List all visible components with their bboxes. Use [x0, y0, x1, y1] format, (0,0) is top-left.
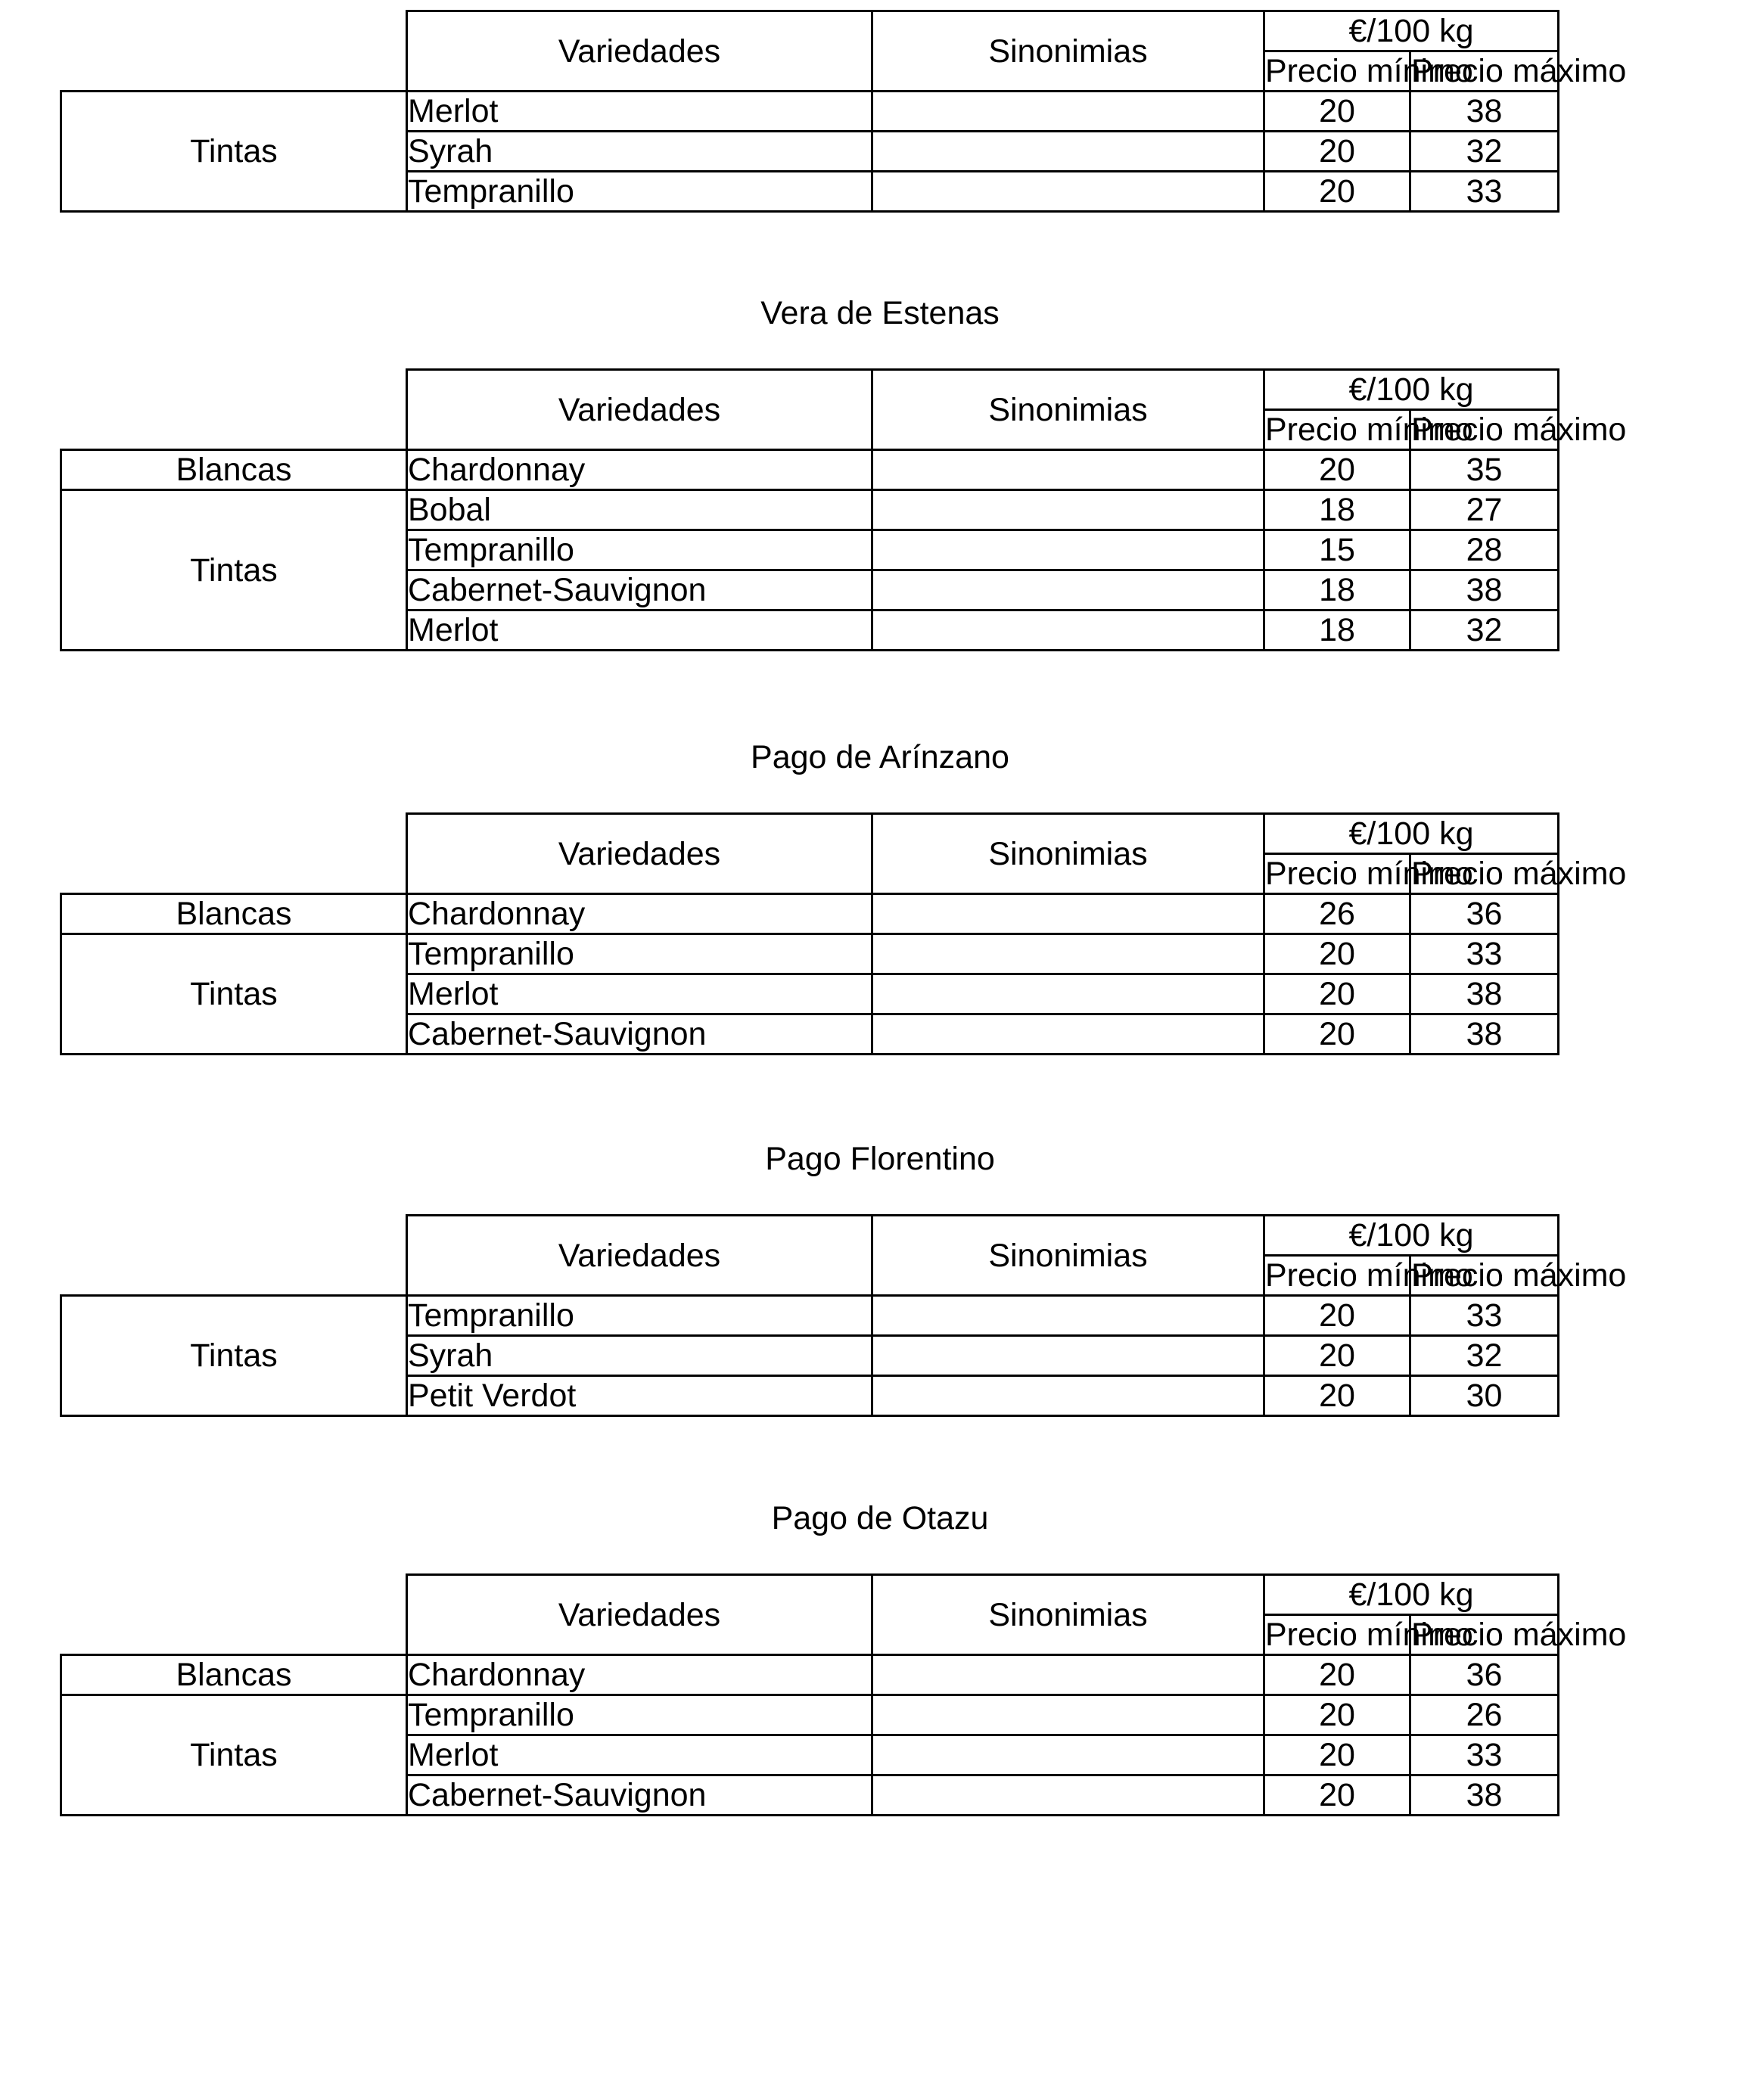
section-title: Pago de Otazu	[771, 1500, 989, 1536]
variety-cell: Cabernet-Sauvignon	[407, 570, 872, 610]
synonyms-cell	[872, 974, 1264, 1014]
max-price-cell: 38	[1410, 570, 1559, 610]
max-price-cell: 30	[1410, 1376, 1559, 1416]
header-min-price: Precio mínimo	[1264, 1615, 1410, 1655]
header-unit: €/100 kg	[1264, 1216, 1559, 1256]
min-price-cell: 20	[1264, 1336, 1410, 1376]
min-price-cell: 20	[1264, 1735, 1410, 1775]
synonyms-cell	[872, 172, 1264, 212]
header-synonyms: Sinonimias	[872, 11, 1264, 92]
variety-cell: Merlot	[407, 610, 872, 651]
color-group-label: Tintas	[61, 92, 407, 212]
header-unit: €/100 kg	[1264, 370, 1559, 410]
min-price-cell: 18	[1264, 570, 1410, 610]
synonyms-cell	[872, 1775, 1264, 1816]
synonyms-cell	[872, 450, 1264, 490]
table-row	[61, 1695, 1559, 1735]
table-row	[61, 934, 1559, 974]
synonyms-cell	[872, 1336, 1264, 1376]
min-price-cell: 20	[1264, 1655, 1410, 1695]
variety-cell: Merlot	[407, 92, 872, 132]
header-synonyms: Sinonimias	[872, 370, 1264, 450]
max-price-cell: 32	[1410, 1336, 1559, 1376]
max-price-cell: 32	[1410, 610, 1559, 651]
synonyms-cell	[872, 1735, 1264, 1775]
min-price-cell: 15	[1264, 530, 1410, 570]
header-min-price: Precio mínimo	[1264, 51, 1410, 92]
header-max-price: Precio máximo	[1410, 410, 1559, 450]
synonyms-cell	[872, 1655, 1264, 1695]
header-min-price: Precio mínimo	[1264, 410, 1410, 450]
price-table-1	[60, 368, 1627, 651]
variety-cell: Merlot	[407, 1735, 872, 1775]
table-row	[61, 894, 1559, 934]
color-group-label: Tintas	[61, 1296, 407, 1416]
color-group-label: Tintas	[61, 1695, 407, 1816]
max-price-cell: 36	[1410, 1655, 1559, 1695]
max-price-cell: 32	[1410, 132, 1559, 172]
variety-cell: Tempranillo	[407, 1695, 872, 1735]
min-price-cell: 26	[1264, 894, 1410, 934]
synonyms-cell	[872, 1296, 1264, 1336]
header-unit: €/100 kg	[1264, 814, 1559, 854]
section-title: Vera de Estenas	[760, 295, 1000, 331]
synonyms-cell	[872, 1014, 1264, 1055]
min-price-cell: 20	[1264, 1376, 1410, 1416]
synonyms-cell	[872, 570, 1264, 610]
variety-cell: Merlot	[407, 974, 872, 1014]
header-varieties: Variedades	[407, 370, 872, 450]
min-price-cell: 20	[1264, 934, 1410, 974]
color-group-label: Tintas	[61, 934, 407, 1055]
variety-cell: Cabernet-Sauvignon	[407, 1014, 872, 1055]
synonyms-cell	[872, 1376, 1264, 1416]
table-row	[61, 92, 1559, 132]
max-price-cell: 35	[1410, 450, 1559, 490]
table-row	[61, 450, 1559, 490]
variety-cell: Syrah	[407, 132, 872, 172]
max-price-cell: 28	[1410, 530, 1559, 570]
price-table-3	[60, 1214, 1627, 1417]
min-price-cell: 20	[1264, 1775, 1410, 1816]
variety-cell: Chardonnay	[407, 1655, 872, 1695]
variety-cell: Tempranillo	[407, 172, 872, 212]
min-price-cell: 20	[1264, 1014, 1410, 1055]
max-price-cell: 33	[1410, 1735, 1559, 1775]
synonyms-cell	[872, 1695, 1264, 1735]
synonyms-cell	[872, 132, 1264, 172]
header-max-price: Precio máximo	[1410, 1615, 1559, 1655]
header-max-price: Precio máximo	[1410, 1256, 1559, 1296]
variety-cell: Petit Verdot	[407, 1376, 872, 1416]
table-row	[61, 490, 1559, 530]
min-price-cell: 18	[1264, 610, 1410, 651]
price-table-4	[60, 1573, 1627, 1816]
max-price-cell: 33	[1410, 172, 1559, 212]
synonyms-cell	[872, 490, 1264, 530]
max-price-cell: 27	[1410, 490, 1559, 530]
synonyms-cell	[872, 610, 1264, 651]
variety-cell: Tempranillo	[407, 934, 872, 974]
max-price-cell: 33	[1410, 1296, 1559, 1336]
max-price-cell: 38	[1410, 974, 1559, 1014]
header-varieties: Variedades	[407, 1575, 872, 1655]
max-price-cell: 26	[1410, 1695, 1559, 1735]
color-group-label: Blancas	[61, 894, 407, 934]
section-title: Pago de Arínzano	[751, 739, 1009, 775]
max-price-cell: 38	[1410, 1775, 1559, 1816]
min-price-cell: 20	[1264, 1695, 1410, 1735]
header-min-price: Precio mínimo	[1264, 854, 1410, 894]
min-price-cell: 20	[1264, 450, 1410, 490]
price-table-2	[60, 812, 1627, 1055]
header-synonyms: Sinonimias	[872, 814, 1264, 894]
header-varieties: Variedades	[407, 1216, 872, 1296]
max-price-cell: 38	[1410, 92, 1559, 132]
color-group-label: Tintas	[61, 490, 407, 651]
variety-cell: Chardonnay	[407, 450, 872, 490]
header-synonyms: Sinonimias	[872, 1575, 1264, 1655]
header-unit: €/100 kg	[1264, 1575, 1559, 1615]
variety-cell: Syrah	[407, 1336, 872, 1376]
min-price-cell: 20	[1264, 132, 1410, 172]
color-group-label: Blancas	[61, 1655, 407, 1695]
table-row	[61, 1296, 1559, 1336]
header-max-price: Precio máximo	[1410, 854, 1559, 894]
header-synonyms: Sinonimias	[872, 1216, 1264, 1296]
variety-cell: Bobal	[407, 490, 872, 530]
header-max-price: Precio máximo	[1410, 51, 1559, 92]
min-price-cell: 20	[1264, 92, 1410, 132]
min-price-cell: 18	[1264, 490, 1410, 530]
min-price-cell: 20	[1264, 172, 1410, 212]
min-price-cell: 20	[1264, 974, 1410, 1014]
header-varieties: Variedades	[407, 11, 872, 92]
max-price-cell: 33	[1410, 934, 1559, 974]
variety-cell: Tempranillo	[407, 1296, 872, 1336]
price-table-0	[60, 10, 1627, 213]
variety-cell: Tempranillo	[407, 530, 872, 570]
max-price-cell: 38	[1410, 1014, 1559, 1055]
section-title: Pago Florentino	[765, 1141, 995, 1177]
color-group-label: Blancas	[61, 450, 407, 490]
header-varieties: Variedades	[407, 814, 872, 894]
synonyms-cell	[872, 894, 1264, 934]
synonyms-cell	[872, 530, 1264, 570]
variety-cell: Cabernet-Sauvignon	[407, 1775, 872, 1816]
max-price-cell: 36	[1410, 894, 1559, 934]
synonyms-cell	[872, 934, 1264, 974]
variety-cell: Chardonnay	[407, 894, 872, 934]
min-price-cell: 20	[1264, 1296, 1410, 1336]
header-unit: €/100 kg	[1264, 11, 1559, 51]
table-row	[61, 1655, 1559, 1695]
synonyms-cell	[872, 92, 1264, 132]
header-min-price: Precio mínimo	[1264, 1256, 1410, 1296]
